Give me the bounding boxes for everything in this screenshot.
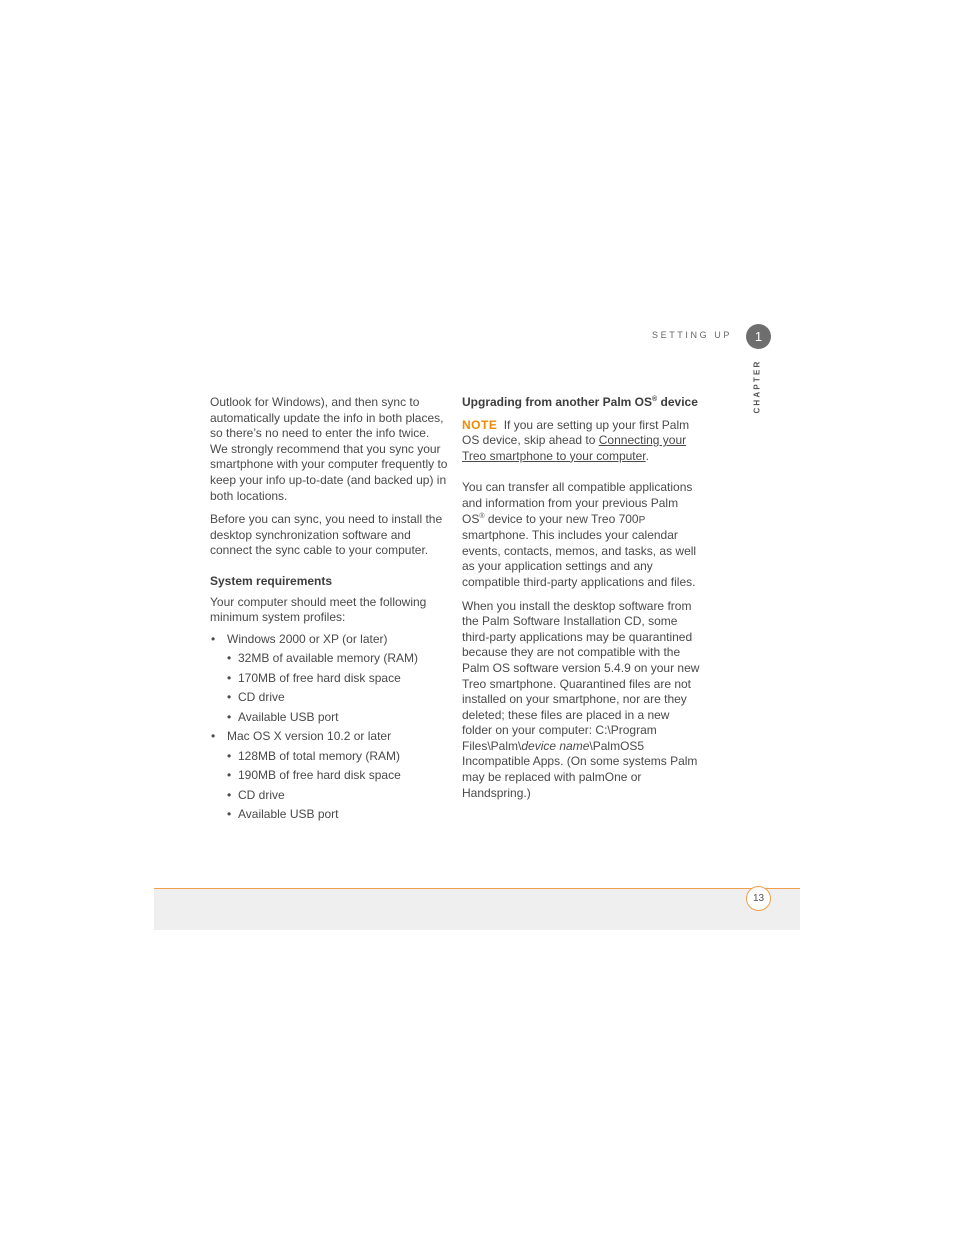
list-item: • Available USB port	[210, 807, 450, 827]
system-requirements-intro: Your computer should meet the following minimum system profiles:	[210, 594, 427, 625]
requirements-list	[210, 632, 450, 827]
upgrading-heading: Upgrading from another Palm OS® device	[462, 395, 698, 409]
list-item: • CD drive	[210, 690, 450, 710]
note-paragraph: NOTE If you are setting up your first Palm OS device, skip ahead to Connecting your Treo smartphone to your computer.	[462, 417, 690, 463]
windows-sublist	[210, 651, 450, 729]
list-item: • 128MB of total memory (RAM)	[210, 749, 450, 769]
chapter-vertical-label: CHAPTER	[752, 359, 762, 414]
note-label: NOTE	[462, 417, 498, 432]
mac-label: Mac OS X version 10.2 or later	[227, 729, 392, 744]
quarantine-paragraph: When you install the desktop software from the Palm Software Installation CD, some third-party applications may be quarantined because they are not compatible with the Palm OS software version 5.4.9 on your new Treo smartphone. Quarantined files are not installed on your smartphone, nor are they deleted; these files are placed in a new folder on your computer: C:\Program Files\Palm\device name\PalmOS5 Incompatible Apps. (On some systems Palm may be replaced with palmOne or Handspring.)	[462, 598, 700, 800]
list-item-windows	[210, 632, 450, 730]
windows-label: Windows 2000 or XP (or later)	[227, 631, 388, 646]
right-column	[462, 395, 702, 801]
list-item: • 32MB of available memory (RAM)	[210, 651, 450, 671]
list-item: • 190MB of free hard disk space	[210, 768, 450, 788]
intro-paragraph: Outlook for Windows), and then sync to automatically update the info in both places, so there’s no need to enter the info twice. We strongly recommend that you sync your smartphone with your computer frequently to keep your info up-to-date (and backed up) in both locations.	[210, 395, 448, 503]
chapter-number-badge: 1	[746, 324, 771, 349]
list-item-mac	[210, 729, 450, 827]
connecting-link[interactable]: Connecting your Treo smartphone to your computer	[462, 433, 687, 463]
mac-sublist	[210, 749, 450, 827]
footer-bar	[154, 888, 800, 930]
page-number: 13	[746, 886, 771, 911]
left-column	[210, 395, 450, 827]
list-item: • 170MB of free hard disk space	[210, 671, 450, 691]
install-paragraph: Before you can sync, you need to install the desktop synchronization software and connect the sync cable to your computer.	[210, 512, 443, 558]
list-item: • Available USB port	[210, 710, 450, 730]
transfer-paragraph: You can transfer all compatible applications and information from your previous Palm OS® device to your new Treo 700P smartphone. This includes your calendar events, contacts, memos, and tasks, as well as your application settings and any compatible third-party applications and files.	[462, 480, 697, 589]
system-requirements-heading: System requirements	[210, 573, 333, 588]
list-item: • CD drive	[210, 788, 450, 808]
section-label: SETTING UP	[651, 330, 732, 340]
